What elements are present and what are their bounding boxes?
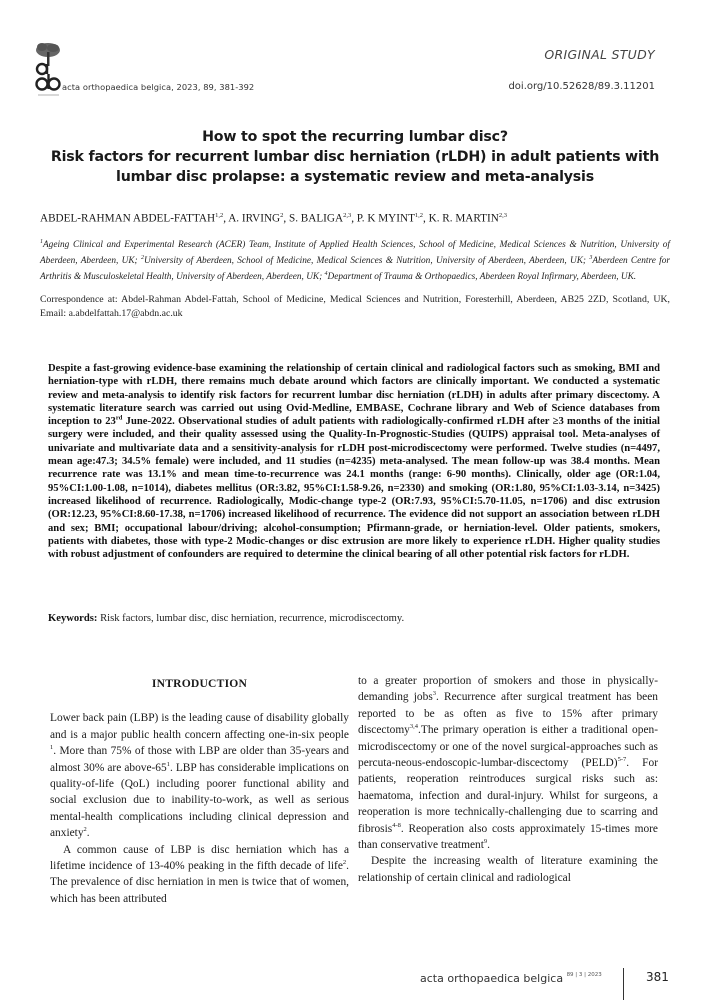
body-column-right (358, 673, 658, 886)
citation-ref: 9 (483, 838, 488, 846)
citation-ref: 2 (342, 859, 347, 867)
doi-link[interactable]: doi.org/10.52628/89.3.11201 (508, 81, 655, 92)
citation-ref: 1 (166, 760, 170, 768)
author-separator: , (223, 212, 229, 225)
journal-reference: acta orthopaedica belgica, 2023, 89, 381-392 (62, 82, 255, 92)
tree-logo-icon (33, 40, 63, 100)
author-affiliation-marker: 2,3 (498, 212, 507, 219)
paragraph-text: . (487, 839, 490, 852)
paragraph-text: .The primary operation is either a traditional open-microdiscectomy or one of the novel surgical-approaches such as percuta-neous-endoscopic-lumbar-discectomy (PELD) (358, 724, 658, 770)
author-name: K. R. MARTIN (428, 212, 499, 225)
author-name: ABDEL-RAHMAN ABDEL-FATTAH (40, 212, 216, 225)
author-separator: , (283, 212, 289, 225)
author-name: S. BALIGA (288, 212, 344, 225)
affiliation-number: 4 (324, 270, 328, 277)
footer-journal-title: acta orthopaedica belgica (420, 972, 564, 985)
author-list (40, 212, 507, 225)
article-title (30, 127, 680, 187)
title-line-3: lumbar disc prolapse: a systematic review and meta-analysis (116, 169, 594, 185)
affiliation-text: Aberdeen Centre for Arthritis & Musculoskeletal Health, University of Aberdeen, Aberdeen, UK; (40, 255, 671, 282)
author-affiliation-marker: 2,3 (343, 212, 352, 219)
title-line-2: Risk factors for recurrent lumbar disc herniation (rLDH) in adult patients with (50, 149, 660, 165)
abstract (48, 362, 660, 561)
paragraph-text: . More than 75% of those with LBP are older than 35-years and almost 30% are above-65 (50, 745, 349, 774)
footer-divider (623, 968, 624, 1000)
paragraph-text: . Reoperation also costs approximately 15-times more than conservative treatment (358, 822, 658, 852)
paragraph-text: to a greater proportion of smokers and those in physically- demanding jobs (358, 675, 658, 704)
author-separator: , (423, 212, 429, 225)
citation-ref: 5-7 (617, 756, 627, 764)
paragraph-text: . For patients, reoperation reintroduces surgical risks such as: haematoma, infection and dural-injury. Whilst for surgeons, a reoperation is more technically-challenging due to scarring and fibrosis (358, 757, 658, 835)
affiliation-text: University of Aberdeen, School of Medicine, Medical Sciences & Nutrition, University of Aberdeen, Aberdeen, UK; (143, 255, 590, 266)
abstract-text: Despite a fast-growing evidence-base examining the relationship of certain clinical and radiological factors such as smoking, BMI and herniation-type with rLDH, there remains much debate around which factors are clinically important. We conducted a systematic review and meta-analysis to identify risk factors for recurrent lumbar disc herniation (rLDH) in adults after primary discectomy. A systematic literature search was carried out using Ovid-Medline, EMBASE, Cochrane library and Web of Science databases from inception to 23 (48, 363, 660, 428)
affiliation-number: 2 (140, 254, 144, 261)
paragraph: Despite the increasing wealth of literature examining the relationship of certain clinical and radiological (358, 855, 658, 884)
citation-ref: 2 (83, 826, 87, 834)
author-affiliation-marker: 1,2 (215, 212, 224, 219)
paragraph-text: . (86, 827, 90, 840)
citation-ref: 3,4 (409, 723, 419, 731)
abstract-text: June-2022. Observational studies of adult patients with radiologically-confirmed rLDH after ≥3 months of the initial surgery were included, and their quality assessed using the Quality-In-Prognostic-Studies (QUIPS) appraisal tool. Meta-analyses of univariate and multivariate data and a sensitivity-analysis for rLDH post-microdiscectomy were performed. Twelve studies (n=4497, mean age:47.3; 34.5% female) were included, and 11 studies (n=4235) meta-analysed. The mean follow-up was 38.4 months. Mean recurrence rate was 13.1% and mean time-to-recurrence was 24.1 months (range: 6-90 months). Clinically, older age (OR:1.04, 95%CI:1.00-1.08, n=1014), diabetes mellitus (OR:3.82, 95%CI:1.58-9.26, n=2330) and smoking (OR:1.80, 95%CI:1.03-3.14, n=3425) increased likelihood of recurrence. Radiologically, Modic-change type-2 (OR:7.93, 95%CI:5.70-11.05, n=1706) and disc extrusion (OR:12.23, 95%CI:8.60-17.38, n=1706) increased likelihood of recurrence. The evidence did not support an association between rLDH and sex; BMI; occupational labour/driving; alcohol-consumption; Pfirmann-grade, or herniation-level. Older patients, smokers, patients with diabetes, those with type-2 Modic-changes or disc extrusion are more likely to experience rLDH. Higher quality studies with robust adjustment of confounders are required to determine the clinical bearing of all other potential risk factors for rLDH. (48, 416, 660, 561)
footer-journal-name (420, 972, 602, 985)
title-line-1: How to spot the recurring lumbar disc? (202, 129, 508, 145)
author-affiliation-marker: 2 (280, 212, 284, 219)
author-affiliation-marker: 1,2 (414, 212, 424, 219)
author-name: P. K MYINT (356, 212, 415, 225)
affiliation-text: Ageing Clinical and Experimental Research (ACER) Team, Institute of Applied Health Sciences, School of Medicine, Medical Sciences & Nutrition, University of Aberdeen, Aberdeen, UK; (40, 240, 670, 266)
body-column-left (50, 676, 349, 907)
paragraph (50, 842, 349, 908)
paragraph-text: . Recurrence after surgical treatment has been reported to be as often as five to 15% after primary discectomy (358, 691, 658, 737)
author-name: A. IRVING (228, 212, 281, 225)
affiliation-number: 3 (589, 254, 593, 261)
section-heading-introduction: INTRODUCTION (151, 677, 248, 690)
footer-issue: 89 | 3 | 2023 (566, 972, 602, 978)
affiliation-text: Department of Trauma & Orthopaedics, Aberdeen Royal Infirmary, Aberdeen, UK. (327, 271, 637, 282)
citation-ref: 4-8 (392, 821, 401, 829)
correspondence: Correspondence at: Abdel-Rahman Abdel-Fattah, School of Medicine, Medical Sciences and Nutrition, Foresterhill, Aberdeen, AB25 2ZD, Scotland, UK, Email: a.abdelfattah.17@abdn.ac.uk (40, 294, 670, 319)
citation-ref: 1 (50, 744, 54, 752)
affiliation-number: 1 (40, 239, 43, 245)
paragraph-text: . The prevalence of disc herniation in men is twice that of women, which has been attributed (50, 860, 349, 905)
paragraph (50, 710, 349, 841)
paragraph-continued (358, 673, 658, 853)
author-separator: , (351, 212, 357, 225)
article-type-label: ORIGINAL STUDY (544, 47, 655, 62)
keywords-label: Keywords: (48, 613, 98, 624)
paragraph-text: A common cause of LBP is disc herniation which has a lifetime incidence of 13-40% peaking in the fifth decade of life (50, 843, 349, 873)
paragraph-text: Lower back pain (LBP) is the leading cause of disability globally and is a major public health concern affecting one-in-six people (50, 712, 349, 741)
affiliations (40, 236, 670, 284)
citation-ref: 3 (432, 690, 436, 698)
abstract-superscript: rd (115, 414, 123, 422)
keywords (48, 613, 660, 624)
page-number: 381 (646, 970, 669, 984)
paragraph-text: . LBP has considerable implications on quality-of-life (QoL) including poorer functional ability and social exclusion due to inability-to-work, as well as serious mental-health complications including clinical depression and anxiety (50, 761, 349, 840)
keywords-text: Risk factors, lumbar disc, disc herniation, recurrence, microdiscectomy. (97, 613, 405, 624)
